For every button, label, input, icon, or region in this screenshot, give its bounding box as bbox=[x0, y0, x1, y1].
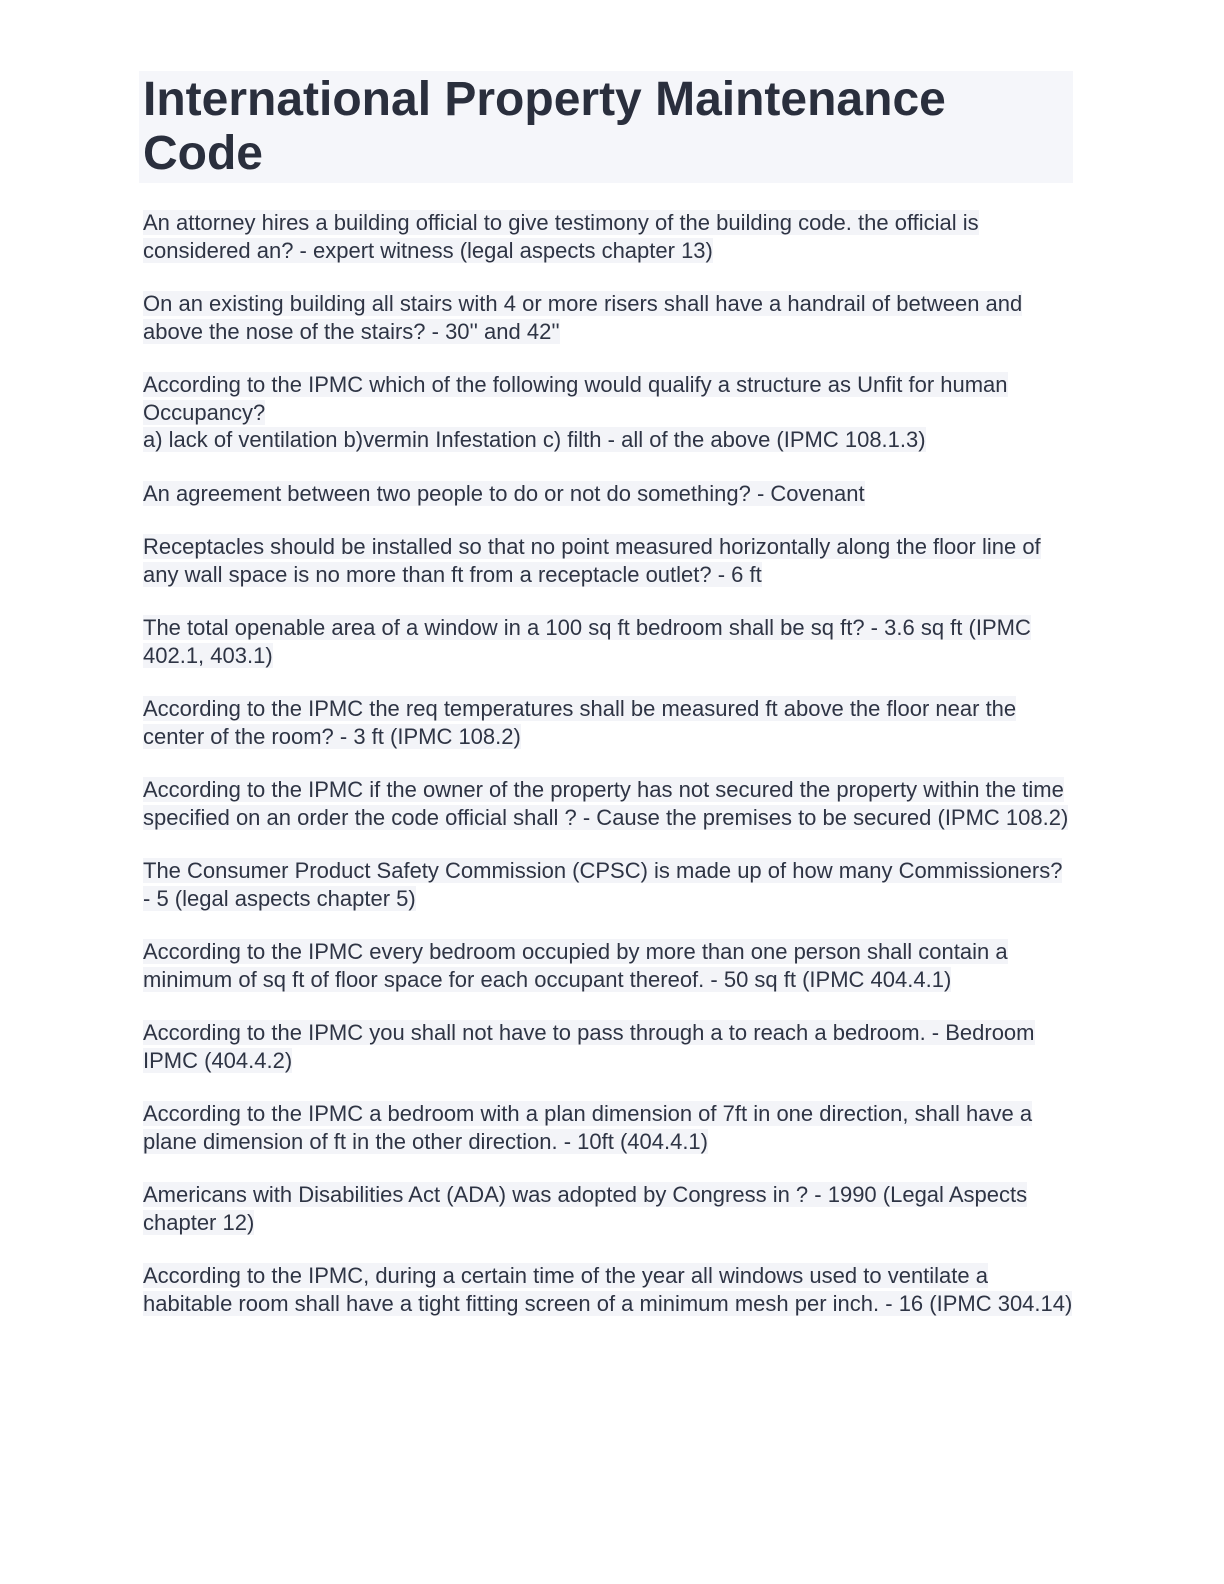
qa-entry-13 bbox=[139, 1181, 1073, 1236]
page-title: International Property Maintenance Code bbox=[143, 73, 946, 180]
qa-entry-2 bbox=[139, 290, 1073, 345]
qa-entry-11 bbox=[139, 1019, 1073, 1074]
qa-text: According to the IPMC the req temperatures shall be measured ft above the floor near the center of the room? - 3 ft (IPMC 108.2) bbox=[143, 696, 1017, 749]
qa-text: According to the IPMC a bedroom with a plan dimension of 7ft in one direction, shall have a plane dimension of ft in the other direction. - 10ft (404.4.1) bbox=[143, 1101, 1033, 1154]
qa-entry-10 bbox=[139, 938, 1073, 993]
qa-entry-4 bbox=[139, 480, 1073, 508]
qa-entry-1 bbox=[139, 209, 1073, 264]
qa-text: a) lack of ventilation b)vermin Infestation c) filth - all of the above (IPMC 108.1.3) bbox=[143, 427, 926, 452]
qa-text: The Consumer Product Safety Commission (CPSC) is made up of how many Commissioners? - 5 (legal aspects chapter 5) bbox=[143, 858, 1063, 911]
qa-entry-14 bbox=[139, 1262, 1073, 1317]
qa-text: According to the IPMC, during a certain time of the year all windows used to ventilate a habitable room shall have a tight fitting screen of a minimum mesh per inch. - 16 (IPMC 304.14) bbox=[143, 1263, 1073, 1316]
qa-text: According to the IPMC every bedroom occupied by more than one person shall contain a minimum of sq ft of floor space for each occupant thereof. - 50 sq ft (IPMC 404.4.1) bbox=[143, 939, 1008, 992]
qa-line bbox=[143, 371, 1073, 426]
qa-text: Receptacles should be installed so that no point measured horizontally along the floor line of any wall space is no more than ft from a receptacle outlet? - 6 ft bbox=[143, 534, 1041, 587]
qa-entry-6 bbox=[139, 614, 1073, 669]
qa-entry-3 bbox=[139, 371, 1073, 454]
document-page bbox=[139, 71, 1073, 1343]
qa-text: According to the IPMC you shall not have to pass through a to reach a bedroom. - Bedroom IPMC (404.4.2) bbox=[143, 1020, 1035, 1073]
qa-text: Americans with Disabilities Act (ADA) was adopted by Congress in ? - 1990 (Legal Aspects chapter 12) bbox=[143, 1182, 1028, 1235]
qa-entry-8 bbox=[139, 776, 1073, 831]
qa-text: According to the IPMC if the owner of the property has not secured the property within the time specified on an order the code official shall ? - Cause the premises to be secured (IPMC 108.2) bbox=[143, 777, 1069, 830]
qa-entry-5 bbox=[139, 533, 1073, 588]
qa-entry-9 bbox=[139, 857, 1073, 912]
qa-text: According to the IPMC which of the following would qualify a structure as Unfit for human Occupancy? bbox=[143, 372, 1008, 425]
qa-text: The total openable area of a window in a 100 sq ft bedroom shall be sq ft? - 3.6 sq ft (IPMC 402.1, 403.1) bbox=[143, 615, 1031, 668]
qa-entry-7 bbox=[139, 695, 1073, 750]
qa-text: An agreement between two people to do or not do something? - Covenant bbox=[143, 480, 865, 506]
title-block bbox=[139, 71, 1073, 183]
qa-text: On an existing building all stairs with 4 or more risers shall have a handrail of between and above the nose of the stairs? - 30'' and 42'' bbox=[143, 291, 1023, 344]
qa-entry-12 bbox=[139, 1100, 1073, 1155]
qa-text: An attorney hires a building official to give testimony of the building code. the official is considered an? - expert witness (legal aspects chapter 13) bbox=[143, 210, 979, 263]
qa-line bbox=[143, 426, 1073, 454]
